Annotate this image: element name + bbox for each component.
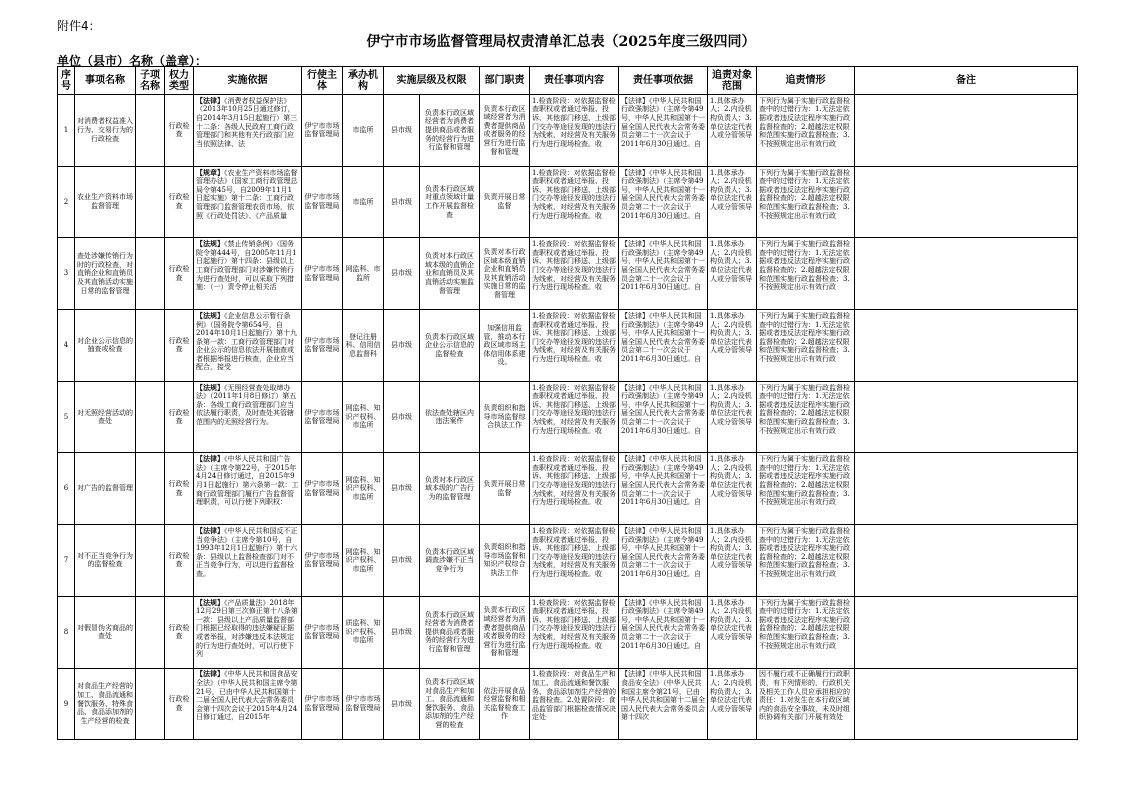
row-power-type: 行政检查 (165, 95, 194, 167)
row-situation-text: 下列行为属于实施行政监督检查中的过错行为：1.无法定依据或者违反法定程序实施行政监督检查的；2.超越法定权限和范围实施行政监督检查；3.不按照规定出示有效行政 (759, 240, 850, 292)
row-content-text: 1.检查阶段：对依据监督检查职权或者通过举报、投诉、其他部门移送、上级部门交办等途径发现的违法行为线索，对经营及有关服务行为进行现场检查。收 (532, 598, 616, 650)
row-content (530, 238, 619, 310)
row-item-name: 农业生产资料市场监督管理 (75, 166, 136, 238)
row-no: 7 (58, 525, 75, 597)
row-item-name: 对假冒伪劣商品的查处 (75, 596, 136, 668)
row-org: 市监所 (343, 95, 384, 167)
row-target-text: 1.具体承办人；2.内设机构负责人；3.单位法定代表人或分管领导 (710, 96, 752, 140)
row-scope: 负责本行政区域对食品生产和加工、食品流通和餐饮服务、食品添加剂的生产经营的检查 (420, 668, 480, 740)
row-situation-text: 下列行为属于实施行政监督检查中的过错行为：1.无法定依据或者违反法定程序实施行政监督检查的；2.超越法定权限和范围实施行政监督检查；3.不按照规定出示有效行政 (759, 526, 850, 578)
row-basis-body: 《消费者权益保护法》（2013年10月25日通过修订，自2014年3月15日起施行）第三十二条：各级人民政府工商行政管理部门和其他有关行政部门应当依照法律、法 (196, 96, 298, 148)
row-content (530, 525, 619, 597)
row-level: 县市级 (384, 166, 420, 238)
row-target (708, 95, 757, 167)
row-basis-head: 【法律】 (196, 669, 224, 679)
row-duty: 加强信用监管，推动本行政区域市场主体信用体系建设。 (480, 310, 530, 382)
row-content (530, 668, 619, 740)
row-basis (194, 668, 302, 740)
row-duty: 负责组织和指导市场监督和知识产权综合执法工作 (480, 525, 530, 597)
row-situation-text: 下列行为属于实施行政监督检查中的过错行为：1.无法定依据或者违反法定程序实施行政监督检查的；2.超越法定权限和范围实施行政监督检查；3.不按照规定出示有效行政 (759, 383, 850, 435)
row-basis (194, 453, 302, 525)
row-item-name: 对企业公示信息的抽查或检查 (75, 310, 136, 382)
row-level: 县市级 (384, 95, 420, 167)
row-level: 县市级 (384, 238, 420, 310)
row-resp-basis-text: 【法律】《中华人民共和国行政强制法》（主席令第49号，中华人民共和国第十一届全国人民代表大会常务委员会第二十一次会议于2011年6月30日通过。自 (621, 311, 705, 363)
row-basis (194, 310, 302, 382)
row-basis-body: 《无照经营查处取缔办法》（2011年1月8日修订）第五条：各级工商行政管理部门应当依法履行职责，及时查处其管辖范围内的无照经营行为。 (196, 383, 297, 426)
row-target (708, 238, 757, 310)
row-target-text: 1.具体承办人；2.内设机构负责人；3.单位法定代表人或分管领导 (710, 598, 752, 642)
row-subject: 伊宁市市场监督管理局 (302, 381, 343, 453)
row-resp-basis-text: 【法律】《中华人民共和国行政强制法》（主席令第49号，中华人民共和国第十一届全国人民代表大会常务委员会第二十一次会议于2011年6月30日通过。自 (621, 383, 705, 435)
row-situation-text: 因不履行或不正确履行行政职责，有下列情形的，行政机关及相关工作人员应承担相应的责任：1.对发生在本行政区域内的食品安全事故，未及时组织协调有关部门开展有效处 (759, 670, 850, 722)
row-power-type: 行政检查 (165, 525, 194, 597)
header-remark: 备注 (855, 67, 1078, 95)
row-no: 9 (58, 668, 75, 740)
row-content-text: 1.检查阶段：对依据监督检查职权或者通过举报、投诉、其他部门移送、上级部门交办等途径发现的违法行为线索，对经营及有关服务行为进行现场检查。收 (532, 240, 616, 292)
row-target (708, 381, 757, 453)
row-resp-basis (619, 525, 708, 597)
row-power-type: 行政检查 (165, 668, 194, 740)
row-basis-body: 《产品质量法》2018年12月29日第三次修正第十八条第一款：县级以上产品质量监督部门根据已经取得的违法嫌疑证据或者举报，对涉嫌违反本法规定的行为进行查处时，可以行使下列 (196, 598, 298, 659)
header-resp-basis: 责任事项依据 (619, 67, 708, 95)
responsibility-table (57, 66, 1078, 740)
row-org: 网监科、知识产权科、市监所 (343, 453, 384, 525)
row-sub-item (136, 596, 165, 668)
header-item-name: 事项名称 (75, 67, 136, 95)
row-basis-head: 【规章】 (196, 167, 224, 177)
row-content (530, 453, 619, 525)
row-no: 3 (58, 238, 75, 310)
row-situation-text: 下列行为属于实施行政监督检查中的过错行为：1.无法定依据或者违反法定程序实施行政监督检查的；2.超越法定权限和范围实施行政监督检查；3.不按照规定出示有效行政 (759, 96, 850, 148)
row-remark (855, 596, 1078, 668)
row-subject: 伊宁市市场监督管理局 (302, 453, 343, 525)
row-resp-basis-text: 【法律】《中华人民共和国行政强制法》（主席令第49号，中华人民共和国第十一届全国人民代表大会常务委员会第二十一次会议于2011年6月30日通过。自 (621, 455, 705, 507)
table-row (58, 238, 1078, 310)
row-situation-text: 下列行为属于实施行政监督检查中的过错行为：1.无法定依据或者违反法定程序实施行政监督检查的；2.超越法定权限和范围实施行政监督检查；3.不按照规定出示有效行政 (759, 311, 850, 363)
header-duty: 部门职责 (480, 67, 530, 95)
row-target-text: 1.具体承办人；2.内设机构负责人；3.单位法定代表人或分管领导 (710, 311, 752, 355)
row-scope: 依法查处辖区内违法案件 (420, 381, 480, 453)
row-power-type: 行政检查 (165, 596, 194, 668)
row-scope: 负责本行政区域企业公示信息的监督检查 (420, 310, 480, 382)
row-content-text: 1.检查阶段：对依据监督检查职权或者通过举报、投诉、其他部门移送、上级部门交办等途径发现的违法行为线索，对经营及有关服务行为进行现场检查。收 (532, 96, 616, 148)
row-resp-basis-text: 【法律】《中华人民共和国行政强制法》（主席令第49号，中华人民共和国第十一届全国人民代表大会常务委员会第二十一次会议于2011年6月30日通过。自 (621, 240, 705, 292)
row-target (708, 668, 757, 740)
row-content-text: 1.检查阶段：对依据监督检查职权或者通过举报、投诉、其他部门移送、上级部门交办等途径发现的违法行为线索，对经营及有关服务行为进行现场检查。收 (532, 526, 616, 578)
row-content-text: 1.检查阶段：对依据监督检查职权或者通过举报、投诉、其他部门移送、上级部门交办等途径发现的违法行为线索，对经营及有关服务行为进行现场检查。收 (532, 311, 616, 363)
row-target (708, 596, 757, 668)
row-basis-head: 【法律】 (196, 525, 224, 535)
row-situation-text: 下列行为属于实施行政监督检查中的过错行为：1.无法定依据或者违反法定程序实施行政监督检查的；2.超越法定权限和范围实施行政监督检查；3.不按照规定出示有效行政 (759, 168, 850, 220)
row-basis (194, 238, 302, 310)
row-resp-basis (619, 596, 708, 668)
row-org: 伊宁市市场监督管理局 (343, 668, 384, 740)
row-remark (855, 310, 1078, 382)
row-resp-basis (619, 668, 708, 740)
header-basis: 实施依据 (194, 67, 302, 95)
row-basis (194, 166, 302, 238)
row-subject: 伊宁市市场监督管理局 (302, 525, 343, 597)
row-target (708, 166, 757, 238)
header-row (58, 67, 1078, 95)
row-basis-head: 【法律】 (196, 95, 224, 105)
row-sub-item (136, 525, 165, 597)
row-org: 质监科、知识产权科、市监所 (343, 596, 384, 668)
row-situation (757, 166, 855, 238)
row-target (708, 310, 757, 382)
row-basis-body: 《中华人民共和国食品安全法》（中华人民共和国主席令第21号，已由中华人民共和国第十二届全国人民代表大会常务委员会第十四次会议于2015年4月24日修订通过，自2015年 (196, 670, 298, 722)
row-target-text: 1.具体承办人；2.内设机构负责人；3.单位法定代表人或分管领导 (710, 240, 752, 283)
row-resp-basis-text: 【法律】《中华人民共和国行政强制法》（主席令第49号，中华人民共和国第十一届全国人民代表大会常务委员会第二十一次会议于2011年6月30日通过。自 (621, 526, 705, 578)
table-row (58, 166, 1078, 238)
row-situation-text: 下列行为属于实施行政监督检查中的过错行为：1.无法定依据或者违反法定程序实施行政监督检查的；2.超越法定权限和范围实施行政监督检查；3.不按照规定出示有效行政 (759, 455, 850, 507)
row-content (530, 95, 619, 167)
row-content (530, 381, 619, 453)
row-power-type: 行政检查 (165, 238, 194, 310)
row-scope: 负责本行政区域经营者为消费者提供商品或者服务的经营行为进行监督和管理 (420, 95, 480, 167)
row-duty: 负责开展日常监督 (480, 166, 530, 238)
row-resp-basis (619, 95, 708, 167)
row-item-name: 对广告的监督管理 (75, 453, 136, 525)
row-basis-head: 【法规】 (196, 382, 224, 392)
row-resp-basis-text: 【法律】《中华人民共和国行政强制法》（主席令第49号，中华人民共和国第十一届全国人民代表大会常务委员会第二十一次会议于2011年6月30日通过。自 (621, 168, 705, 220)
row-content-text: 1.检查阶段：对依据监督检查职权或者通过举报、投诉、其他部门移送、上级部门交办等途径发现的违法行为线索，对经营及有关服务行为进行现场检查。收 (532, 168, 616, 220)
row-power-type: 行政检查 (165, 310, 194, 382)
row-item-name: 对不正当竞争行为的监督检查 (75, 525, 136, 597)
row-sub-item (136, 166, 165, 238)
row-resp-basis (619, 453, 708, 525)
row-remark (855, 668, 1078, 740)
row-power-type: 行政检查 (165, 453, 194, 525)
row-no: 6 (58, 453, 75, 525)
table-row (58, 525, 1078, 597)
row-target (708, 525, 757, 597)
row-org: 市监所 (343, 166, 384, 238)
row-subject: 伊宁市市场监督管理局 (302, 95, 343, 167)
row-org: 网监科、知识产权科、市监所 (343, 525, 384, 597)
row-remark (855, 166, 1078, 238)
row-resp-basis (619, 381, 708, 453)
row-subject: 伊宁市市场监督管理局 (302, 596, 343, 668)
row-no: 4 (58, 310, 75, 382)
row-content-text: 1.检查阶段：对食品生产和加工、食品流通和餐饮服务、食品添加剂生产经营的监督检查。2.处置阶段：食品监管部门根据检查情况决定处 (532, 670, 616, 722)
table-row (58, 668, 1078, 740)
row-resp-basis (619, 238, 708, 310)
row-duty: 负责本行政区域经营者为消费者提供商品或者服务的经营行为进行监督和管理 (480, 596, 530, 668)
row-org: 网监科、市监所 (343, 238, 384, 310)
row-duty: 负责本行政区域经营者为消费者提供商品或者服务的经营行为进行监督和管理 (480, 95, 530, 167)
row-duty: 负责对本行政区域本级直销企业和直销员及其直销活动实施日常的监督管理 (480, 238, 530, 310)
row-level: 县市级 (384, 668, 420, 740)
row-level: 县市级 (384, 525, 420, 597)
row-resp-basis-text: 【法律】《中华人民共和国行政强制法》（主席令第49号，中华人民共和国第十一届全国人民代表大会常务委员会第二十一次会议于2011年6月30日通过。自 (621, 96, 705, 148)
row-item-name: 对消费者权益准入行为、交易行为的行政检查 (75, 95, 136, 167)
row-sub-item (136, 453, 165, 525)
row-sub-item (136, 381, 165, 453)
row-resp-basis-text: 【法律】《中华人民共和国行政强制法》（主席令第49号，中华人民共和国第十一届全国人民代表大会常务委员会第二十一次会议于2011年6月30日通过。自 (621, 598, 705, 650)
unit-label: 单位（县市）名称（盖章）： (57, 54, 208, 68)
header-content: 责任事项内容 (530, 67, 619, 95)
row-duty: 负责开展日常监督 (480, 453, 530, 525)
header-level: 实施层级及权限 (384, 67, 480, 95)
row-basis-body: 《中华人民共和国反不正当竞争法》（主席令第10号，自1993年12月1日起施行）第十六条：县级以上监督检查部门对不正当竞争行为，可以进行监督检查。 (196, 526, 298, 578)
row-target (708, 453, 757, 525)
row-target-text: 1.具体承办人；2.内设机构负责人；3.单位法定代表人或分管领导 (710, 526, 752, 570)
row-basis-head: 【法律】 (196, 454, 224, 464)
header-power-type: 权力类型 (165, 67, 194, 95)
table-row (58, 95, 1078, 167)
row-duty: 依法开展食品经营监督和相关监督检查工作 (480, 668, 530, 740)
row-scope: 负责对本行政区域本级的广告行为的监督管理 (420, 453, 480, 525)
row-subject: 伊宁市市场监督管理局 (302, 166, 343, 238)
row-basis-head: 【法规】 (196, 597, 224, 607)
row-subject: 伊宁市市场监督管理局 (302, 310, 343, 382)
row-target-text: 1.具体承办人；2.内设机构负责人；3.单位法定代表人或分管领导 (710, 455, 752, 498)
row-scope: 负责对本行政区域本级的直销企业和直销员及其直销活动实施监督管理 (420, 238, 480, 310)
row-sub-item (136, 238, 165, 310)
row-situation (757, 381, 855, 453)
row-level: 县市级 (384, 453, 420, 525)
row-org: 网监科、知识产权科、市监所 (343, 381, 384, 453)
row-remark (855, 525, 1078, 597)
row-content (530, 596, 619, 668)
row-basis-head: 【法规】 (196, 239, 224, 249)
row-remark (855, 95, 1078, 167)
table-row (58, 453, 1078, 525)
row-resp-basis (619, 310, 708, 382)
header-situation: 追责情形 (757, 67, 855, 95)
row-scope: 负责本行政区域经营者为消费者提供商品或者服务的经营行为进行监督和管理 (420, 596, 480, 668)
row-situation (757, 310, 855, 382)
row-subject: 伊宁市市场监督管理局 (302, 238, 343, 310)
header-org: 承办机构 (343, 67, 384, 95)
row-target-text: 1.具体承办人；2.内设机构负责人；3.单位法定代表人或分管领导 (710, 670, 752, 713)
row-basis (194, 95, 302, 167)
table-row (58, 381, 1078, 453)
row-content-text: 1.检查阶段：对依据监督检查职权或者通过举报、投诉、其他部门移送、上级部门交办等途径发现的违法行为线索，对经营及有关服务行为进行现场检查。收 (532, 383, 616, 435)
row-resp-basis (619, 166, 708, 238)
row-duty: 负责组织和指导市场监督综合执法工作 (480, 381, 530, 453)
attachment-label: 附件4： (57, 19, 101, 33)
row-org: 登记注册科、信用信息监督科 (343, 310, 384, 382)
row-no: 2 (58, 166, 75, 238)
row-content-text: 1.检查阶段：对依据监督检查职权或者通过举报、投诉、其他部门移送、上级部门交办等途径发现的违法行为线索，对经营及有关服务行为进行现场检查。收 (532, 455, 616, 507)
row-scope: 负责本行政区域对重点领域计量工作开展监督检查 (420, 166, 480, 238)
row-scope: 负责本行政区域调查涉嫌不正当竞争行为 (420, 525, 480, 597)
header-no: 序号 (58, 67, 75, 95)
row-sub-item (136, 310, 165, 382)
row-level: 县市级 (384, 310, 420, 382)
row-no: 8 (58, 596, 75, 668)
row-basis-body: 《企业信息公示暂行条例》（国务院令第654号，自2014年10月1日起施行）第十九条第一款：工商行政管理部门对企业公示的信息依法开展抽查或者根据举报进行核查，企业应当配合，接受 (196, 311, 298, 372)
row-situation (757, 95, 855, 167)
row-item-name: 对无照经营活动的查处 (75, 381, 136, 453)
row-subject: 伊宁市市场监督管理局 (302, 668, 343, 740)
row-remark (855, 381, 1078, 453)
header-target: 追责对象范围 (708, 67, 757, 95)
row-remark (855, 238, 1078, 310)
row-content (530, 166, 619, 238)
table-row (58, 596, 1078, 668)
row-basis-body: 《农业生产资料市场监督管理办法》（国家工商行政管理总局令第45号，自2009年11月1日起实施）第十二条：工商行政管理部门监督管理农资市场，依照《行政处罚法》、《产品质量 (196, 168, 298, 220)
row-no: 1 (58, 95, 75, 167)
row-remark (855, 453, 1078, 525)
row-content (530, 310, 619, 382)
row-power-type: 行政检查 (165, 166, 194, 238)
row-situation (757, 525, 855, 597)
row-level: 县市级 (384, 381, 420, 453)
row-power-type: 行政检查 (165, 381, 194, 453)
row-basis-body: 《禁止传销条例》（国务院令第444号，自2005年11月1日起施行）第十四条：县级以上工商行政管理部门对涉嫌传销行为进行查处时，可以采取下列措施：（一）责令停止相关活 (196, 240, 297, 292)
row-no: 5 (58, 381, 75, 453)
row-basis-body: 《中华人民共和国广告法》（主席令第22号，于2015年4月24日修订通过，自2015年9月1日起施行）第六条第一款：工商行政管理部门履行广告监督管理职责，可以行使下列职权： (196, 455, 299, 507)
row-situation (757, 238, 855, 310)
row-item-name: 对食品生产经营的加工、食品流通和餐饮服务、特殊食品、食品添加剂的生产经营的检查 (75, 668, 136, 740)
row-basis (194, 525, 302, 597)
row-basis-head: 【法规】 (196, 310, 224, 320)
row-basis (194, 381, 302, 453)
row-sub-item (136, 668, 165, 740)
row-resp-basis-text: 【法律】《中华人民共和国食品安全法》（中华人民共和国主席令第21号，已由中华人民共和国第十二届全国人民代表大会常务委员会第十四次 (621, 670, 705, 722)
row-situation (757, 453, 855, 525)
row-situation (757, 596, 855, 668)
row-basis (194, 596, 302, 668)
row-situation-text: 下列行为属于实施行政监督检查中的过错行为：1.无法定依据或者违反法定程序实施行政监督检查的；2.超越法定权限和范围实施行政监督检查；3.不按照规定出示有效行政 (759, 598, 850, 650)
row-situation (757, 668, 855, 740)
table-row (58, 310, 1078, 382)
header-subject: 行使主体 (302, 67, 343, 95)
row-level: 县市级 (384, 596, 420, 668)
row-target-text: 1.具体承办人；2.内设机构负责人；3.单位法定代表人或分管领导 (710, 168, 752, 211)
row-item-name: 查处涉嫌传销行为时的行政检查，对直销企业和直销员及其直销活动实施日常的监督管理 (75, 238, 136, 310)
page-title: 伊宁市市场监督管理局权责清单汇总表（2025年度三级四同） (366, 34, 756, 50)
row-target-text: 1.具体承办人；2.内设机构负责人；3.单位法定代表人或分管领导 (710, 383, 752, 426)
header-sub-item: 子项名称 (136, 67, 165, 95)
row-sub-item (136, 95, 165, 167)
